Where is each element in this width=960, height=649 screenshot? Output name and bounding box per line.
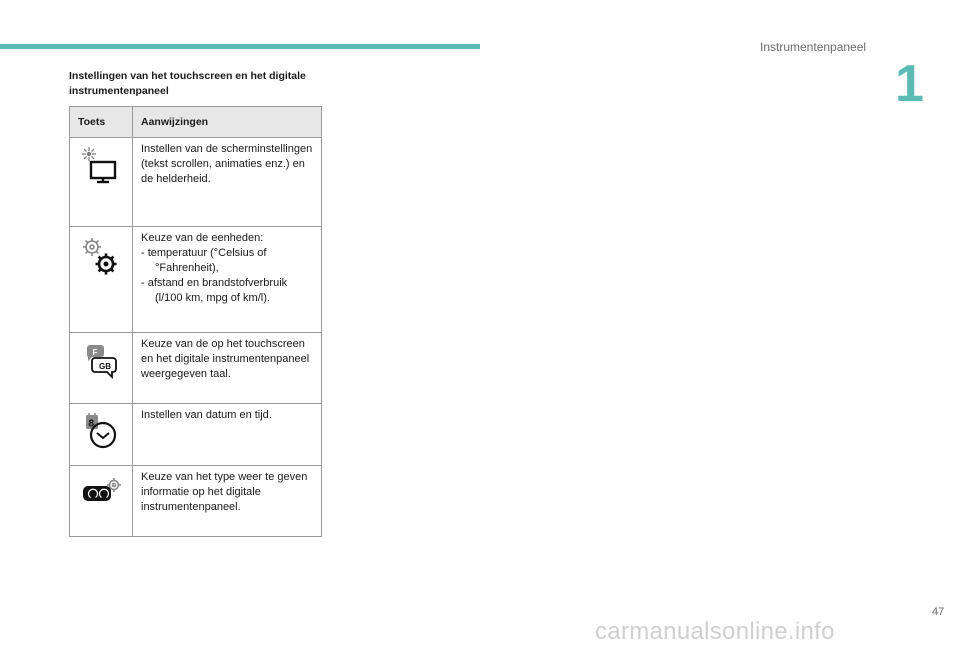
settings-table [69,106,322,537]
calendar-icon-label: 8 [88,418,95,430]
description-cell: Keuze van het type weer te geven informatie op het digitale instrumentenpaneel. [133,466,322,537]
icon-cell [70,333,133,404]
section-title: Instellingen van het touchscreen en het digitale instrumentenpaneel [69,70,306,97]
date-time-icon [81,412,121,452]
units-gears-icon [81,235,121,281]
page-number: 47 [932,606,945,618]
icon-cell [70,138,133,227]
column-header-toets: Toets [70,107,133,138]
description-cell [133,227,322,333]
description-cell: Instellen van datum en tijd. [133,404,322,466]
display-type-icon [79,474,123,514]
language-icon-label-f: F [92,348,98,357]
table-row [70,404,322,466]
list-item: - temperatuur (°Celsius of °Fahrenheit), [141,247,267,274]
table-row [70,138,322,227]
units-list [141,246,313,306]
watermark: carmanualsonline.info [595,618,835,645]
language-icon [81,341,121,381]
chapter-title: Instrumentenpaneel [760,40,867,54]
icon-cell [70,227,133,333]
units-intro: Keuze van de eenheden: [141,232,264,244]
chapter-number: 1 [895,55,924,113]
table-row [70,466,322,537]
column-header-aanwijzingen: Aanwijzingen [133,107,322,138]
icon-cell [70,404,133,466]
description-cell: Keuze van de op het touchscreen en het digitale instrumentenpaneel weergegeven taal. [133,333,322,404]
header-accent-bar [0,44,480,49]
table-row [70,333,322,404]
screen-brightness-icon [81,146,121,186]
list-item: - afstand en brandstofverbruik (l/100 km, mpg of km/l). [141,277,288,304]
table-header-row [70,107,322,138]
language-icon-label-gb: GB [99,362,111,371]
table-row [70,227,322,333]
description-cell: Instellen van de scherminstellingen (tekst scrollen, animaties enz.) en de helderheid. [133,138,322,227]
icon-cell [70,466,133,537]
